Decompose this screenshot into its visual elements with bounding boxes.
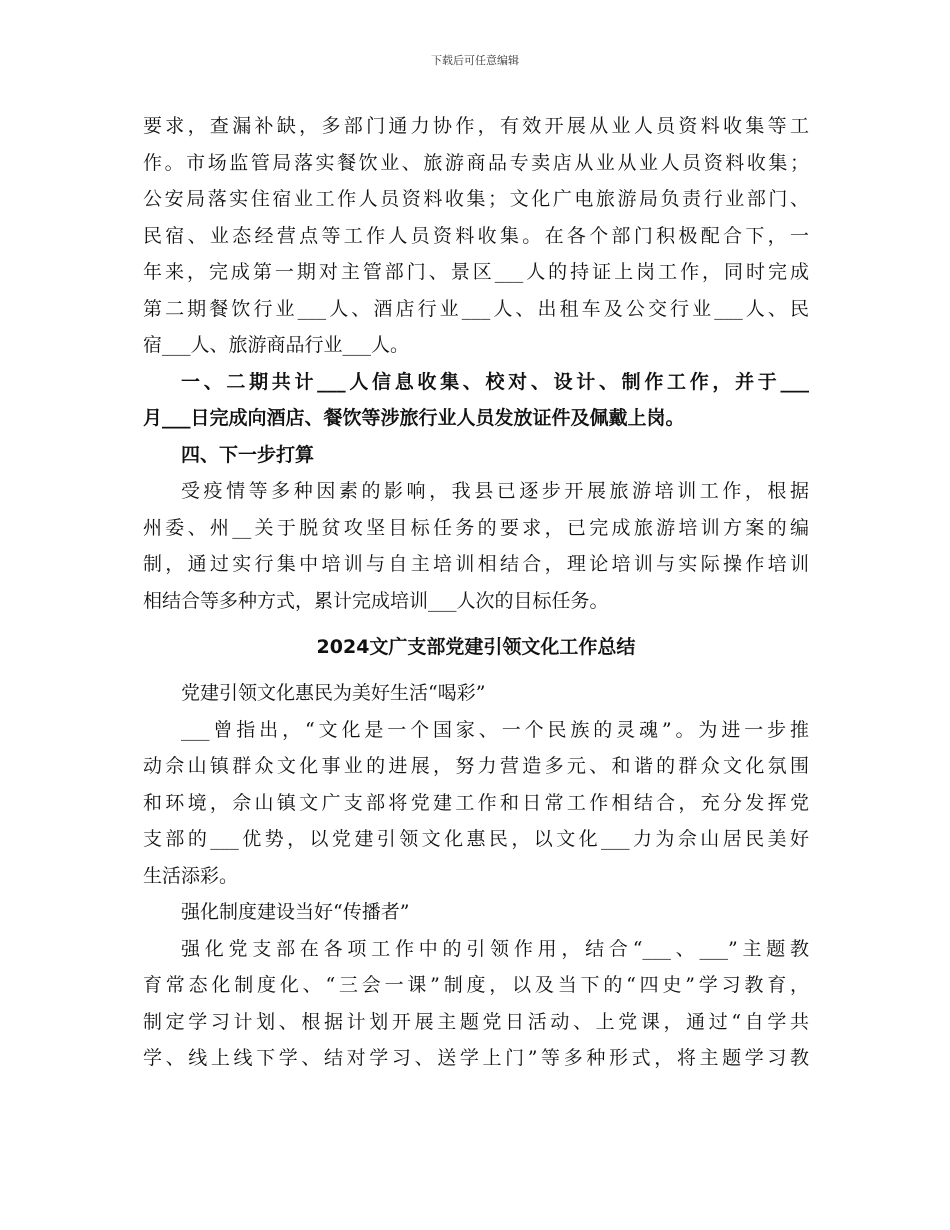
paragraph-staff-data-collection (143, 108, 809, 364)
bold-text-line: 月___日完成向酒店、餐饮等涉旅行业人员发放证件及佩戴上岗。 (143, 407, 685, 429)
document-body (143, 108, 809, 1077)
section-heading-next-steps: 四、下一步打算 (181, 443, 315, 466)
text-line: 要求，查漏补缺，多部门通力协作，有效开展从业人员资料收集等工 (143, 115, 809, 137)
bold-paragraph-certificates (143, 364, 809, 437)
text-line: 作。市场监管局落实餐饮业、旅游商品专卖店从业从业人员资料收集； (143, 151, 809, 174)
paragraph-tourism-training (143, 473, 809, 619)
text-line: 动佘山镇群众文化事业的进展，努力营造多元、和谐的群众文化氛围 (143, 755, 809, 777)
text-line: 强化党支部在各项工作中的引领作用，结合“___、___”主题教 (181, 937, 809, 960)
text-line: 支部的___优势，以党建引领文化惠民，以文化___力为佘山居民美好 (143, 828, 809, 850)
text-line: 宿___人、旅游商品行业___人。 (143, 334, 410, 356)
page-header: 下载后可任意编辑 (431, 54, 519, 67)
text-line: 学、线上线下学、结对学习、送学上门”等多种形式，将主题学习教 (143, 1047, 809, 1069)
subheading-party-building: 党建引领文化惠民为美好生活“喝彩” (181, 682, 486, 704)
text-line: 生活添彩。 (143, 864, 239, 887)
text-line: 制定学习计划、根据计划开展主题党日活动、上党课，通过“自学共 (143, 1010, 809, 1033)
text-line: 第二期餐饮行业___人、酒店行业___人、出租车及公交行业___人、民 (143, 297, 809, 320)
text-line: 民宿、业态经营点等工作人员资料收集。在各个部门积极配合下，一 (143, 224, 809, 247)
text-line: 制，通过实行集中培训与自主培训相结合，理论培训与实际操作培训 (143, 553, 809, 575)
text-line: ___曾指出，“文化是一个国家、一个民族的灵魂”。为进一步推 (181, 718, 809, 741)
text-line: 和环境，佘山镇文广支部将党建工作和日常工作相结合，充分发挥党 (143, 791, 809, 814)
text-line: 年来，完成第一期对主管部门、景区___人的持证上岗工作，同时完成 (143, 261, 809, 283)
text-line: 州委、州__关于脱贫攻坚目标任务的要求，已完成旅游培训方案的编 (143, 516, 809, 539)
paragraph-culture-soul (143, 712, 809, 895)
text-line: 受疫情等多种因素的影响，我县已逐步开展旅游培训工作，根据 (181, 480, 809, 502)
text-line: 育常态化制度化、“三会一课”制度，以及当下的“四史”学习教育， (143, 974, 809, 996)
bold-text-line: 一、二期共计___人信息收集、校对、设计、制作工作，并于___ (181, 370, 809, 393)
text-line: 相结合等多种方式，累计完成培训___人次的目标任务。 (143, 589, 609, 612)
document-title: 2024文广支部党建引领文化工作总结 (316, 636, 636, 658)
paragraph-party-leadership (143, 931, 809, 1077)
text-line: 公安局落实住宿业工作人员资料收集；文化广电旅游局负责行业部门、 (143, 188, 809, 210)
subheading-system-building: 强化制度建设当好“传播者” (181, 901, 410, 923)
